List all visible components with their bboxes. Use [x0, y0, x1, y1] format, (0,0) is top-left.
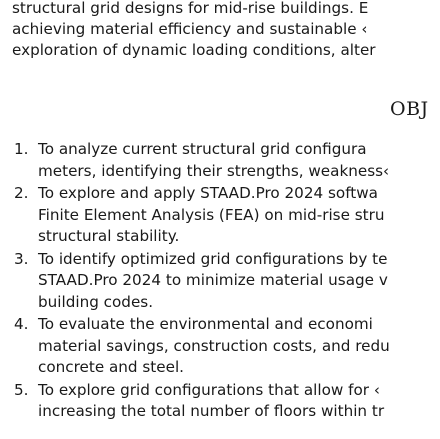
objective-number: 2.: [14, 184, 29, 202]
objective-line: To explore and apply STAAD.Pro 2024 softwa: [38, 184, 378, 202]
intro-line: achieving material efficiency and sustainable ‹: [12, 20, 368, 38]
objective-number: 1.: [14, 140, 29, 158]
objective-item: [14, 314, 440, 379]
objective-line: To identify optimized grid configurations by te: [38, 249, 388, 268]
objective-line: meters, identifying their strengths, weakness‹: [38, 161, 390, 180]
objective-number: 3.: [14, 249, 29, 268]
objective-item: [14, 183, 440, 248]
objective-item: [14, 380, 440, 423]
objectives-list: [14, 139, 440, 424]
intro-line: structural grid designs for mid-rise buildings. E: [12, 0, 369, 17]
objective-line: To evaluate the environmental and economi: [38, 315, 373, 333]
objective-line: STAAD.Pro 2024 to minimize material usage v: [38, 271, 388, 289]
objective-number: 5.: [14, 380, 29, 399]
intro-paragraph: [12, 0, 440, 61]
objective-line: building codes.: [38, 292, 154, 311]
objective-line: Finite Element Analysis (FEA) on mid-rise stru: [38, 205, 385, 224]
section-heading: OBJ: [390, 98, 429, 120]
objective-item: [14, 139, 440, 182]
objective-line: material savings, construction costs, and redu: [38, 336, 390, 355]
objective-line: To analyze current structural grid configura: [38, 140, 367, 158]
objective-number: 4.: [14, 315, 29, 333]
intro-line: exploration of dynamic loading conditions, alter: [12, 41, 376, 59]
objective-line: increasing the total number of floors within tr: [38, 402, 385, 420]
objective-line: To explore grid configurations that allow for ‹: [38, 380, 380, 399]
objective-line: structural stability.: [38, 227, 180, 245]
objective-line: concrete and steel.: [38, 358, 185, 376]
objective-item: [14, 249, 440, 314]
